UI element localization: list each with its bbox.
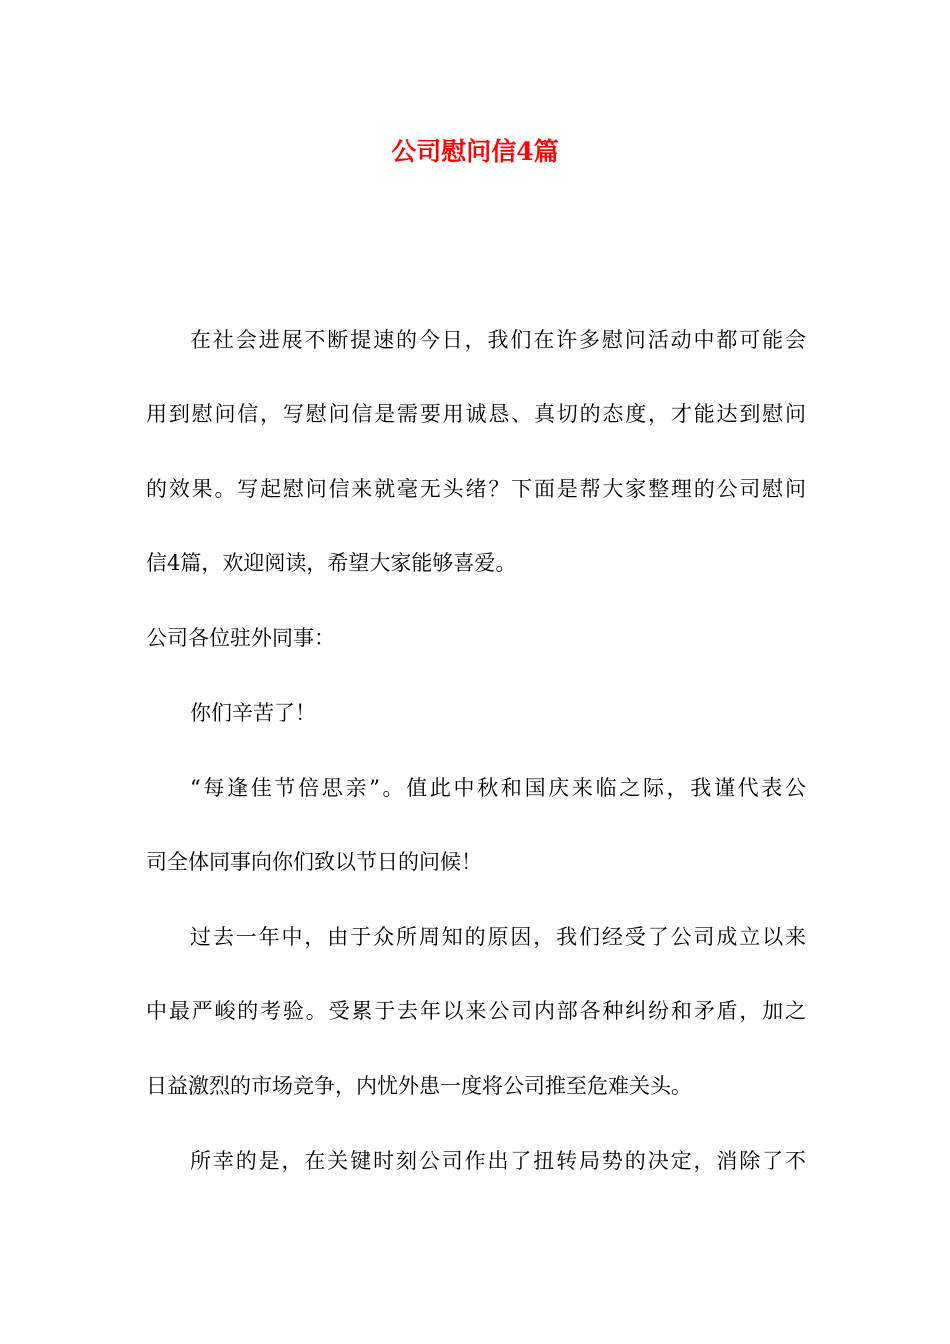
body-line-3: 的效果。写起慰问信来就毫无头绪？下面是帮大家整理的公司慰问 — [146, 477, 806, 501]
body-line-12: 所幸的是，在关键时刻公司作出了扭转局势的决定，消除了不 — [190, 1149, 806, 1173]
body-line-4: 信4篇，欢迎阅读，希望大家能够喜爱。 — [146, 551, 517, 575]
body-line-9: 过去一年中，由于众所周知的原因，我们经受了公司成立以来 — [190, 925, 806, 949]
salutation: 公司各位驻外同事： — [146, 626, 335, 650]
body-line-7: “每逢佳节倍思亲”。值此中秋和国庆来临之际，我谨代表公 — [190, 776, 806, 800]
document-title: 公司慰问信4篇 — [391, 137, 559, 166]
body-line-11: 日益激烈的市场竞争，内忧外患一度将公司推至危难关头。 — [146, 1074, 692, 1098]
body-line-10: 中最严峻的考验。受累于去年以来公司内部各种纠纷和矛盾，加之 — [146, 999, 806, 1023]
greeting-line: 你们辛苦了！ — [190, 701, 316, 725]
body-line-2: 用到慰问信，写慰问信是需要用诚恳、真切的态度，才能达到慰问 — [146, 402, 806, 426]
body-line-1: 在社会进展不断提速的今日，我们在许多慰问活动中都可能会 — [190, 328, 806, 352]
body-line-8: 司全体同事向你们致以节日的问候！ — [146, 850, 482, 874]
